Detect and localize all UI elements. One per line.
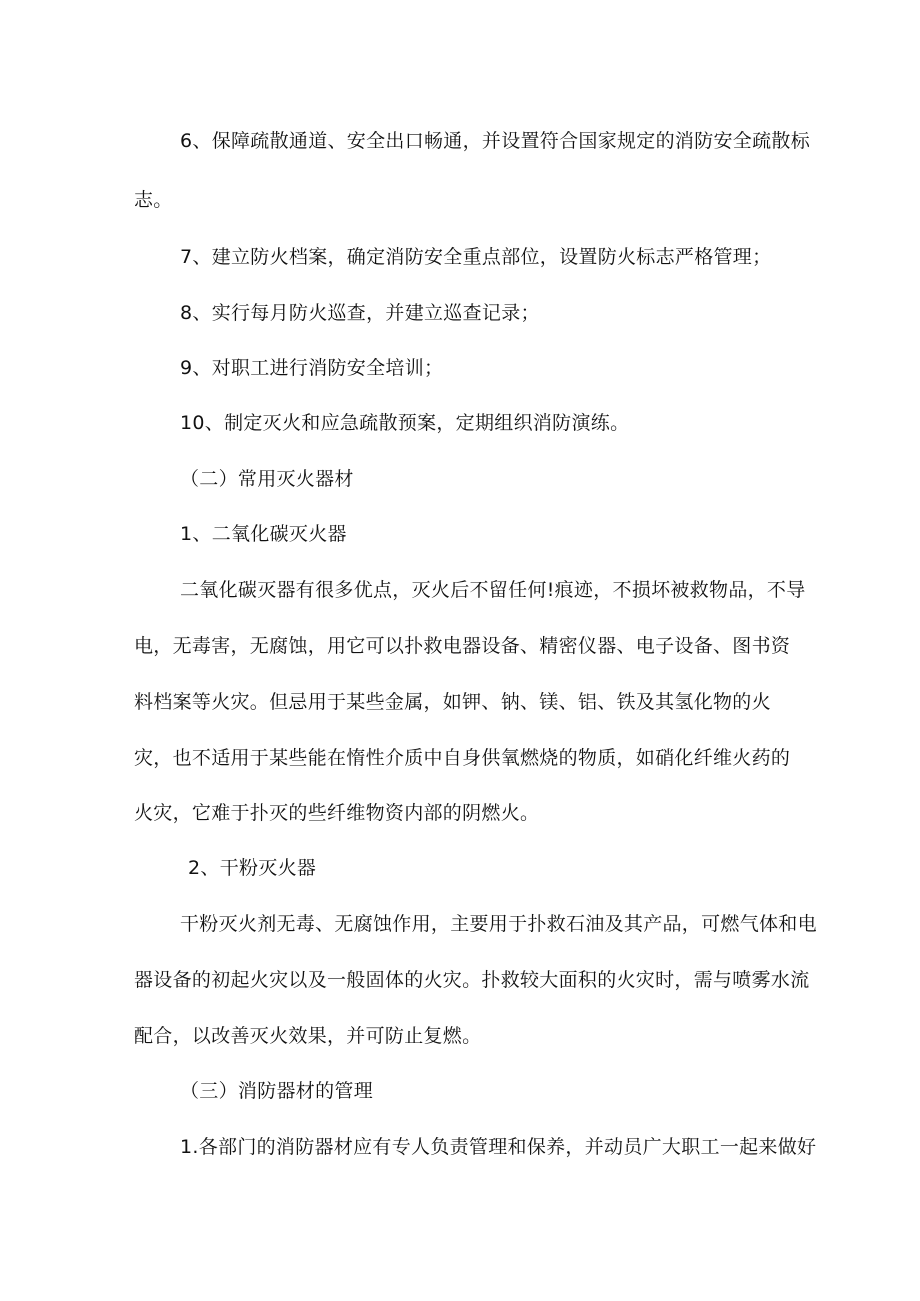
item-6-line-1: 6、保障疏散通道、安全出口畅通，并设置符合国家规定的消防安全疏散标 xyxy=(180,130,810,152)
co2-paragraph-line-4: 灾，也不适用于某些能在惰性介质中自身供氧燃烧的物质，如硝化纤维火药的 xyxy=(134,747,791,769)
dry-powder-paragraph-line-3: 配合，以改善灭火效果，并可防止复燃。 xyxy=(134,1025,482,1047)
item-7: 7、建立防火档案，确定消防安全重点部位，设置防火标志严格管理； xyxy=(180,246,772,268)
subheading-co2-extinguisher: 1、二氧化碳灭火器 xyxy=(180,523,347,545)
co2-paragraph-line-5: 火灾，它难于扑灭的些纤维物资内部的阴燃火。 xyxy=(134,802,540,824)
item-10: 10、制定灭火和应急疏散预案，定期组织消防演练。 xyxy=(180,412,630,434)
co2-paragraph-line-2: 电，无毒害，无腐蚀，用它可以扑救电器设备、精密仪器、电子设备、图书资 xyxy=(134,635,791,657)
management-paragraph-line-1: 1.各部门的消防器材应有专人负责管理和保养，并动员广大职工一起来做好 xyxy=(180,1136,817,1158)
section-heading-2: （二）常用灭火器材 xyxy=(180,468,354,490)
item-9: 9、对职工进行消防安全培训； xyxy=(180,357,444,379)
item-6-line-2: 志。 xyxy=(134,189,173,211)
dry-powder-paragraph-line-1: 干粉灭火剂无毒、无腐蚀作用，主要用于扑救石油及其产品，可燃气体和电 xyxy=(180,913,817,935)
section-heading-3: （三）消防器材的管理 xyxy=(180,1080,374,1102)
dry-powder-paragraph-line-2: 器设备的初起火灾以及一般固体的火灾。扑救较大面积的火灾时，需与喷雾水流 xyxy=(134,969,810,991)
subheading-dry-powder-extinguisher: 2、干粉灭火器 xyxy=(188,857,317,879)
co2-paragraph-line-1: 二氧化碳灭器有很多优点，灭火后不留任何!痕迹，不损坏被救物品，不导 xyxy=(180,579,806,601)
item-8: 8、实行每月防火巡查，并建立巡查记录； xyxy=(180,302,540,324)
co2-paragraph-line-3: 料档案等火灾。但忌用于某些金属，如钾、钠、镁、铝、铁及其氢化物的火 xyxy=(134,691,771,713)
